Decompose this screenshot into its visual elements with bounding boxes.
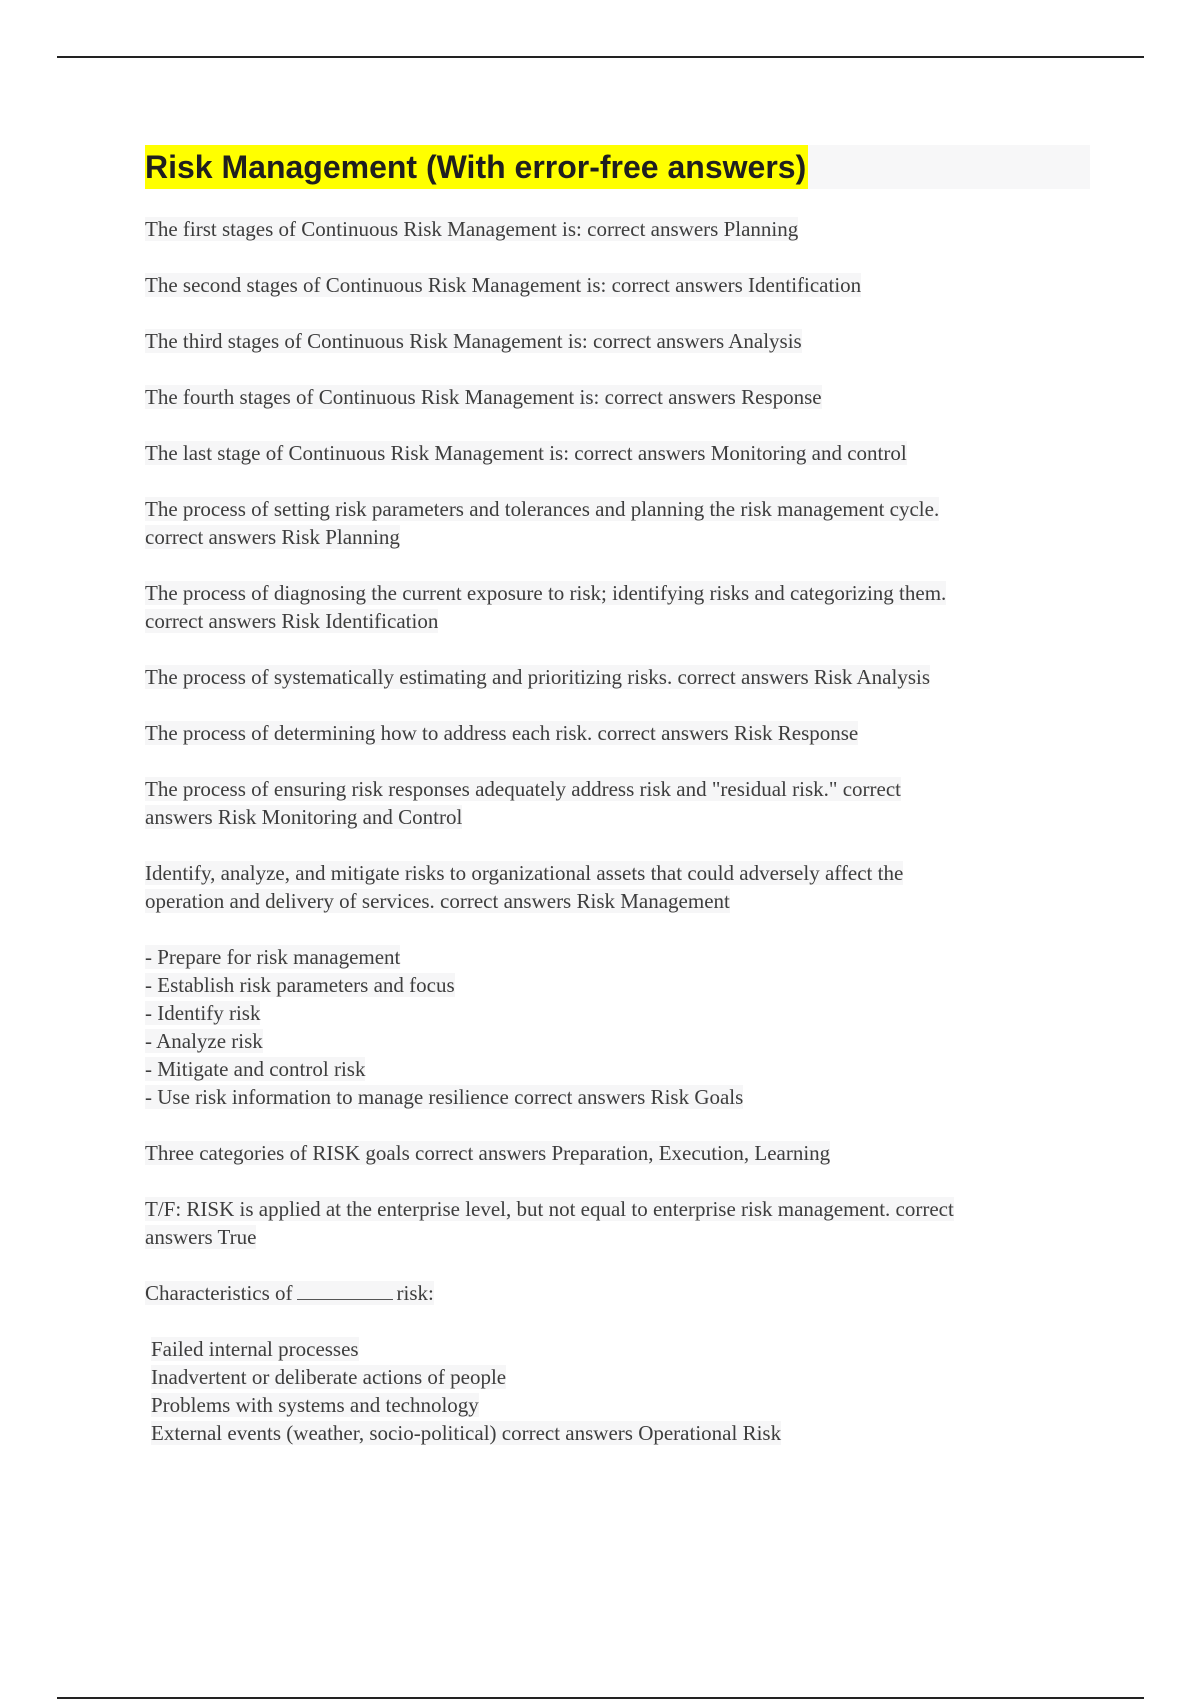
- answer-marker: correct answers: [604, 385, 736, 409]
- question-text: T/F: RISK is applied at the enterprise level, but not equal to enterprise risk management. correct: [145, 1197, 954, 1221]
- answer-text: Planning: [723, 217, 799, 241]
- answer-text: answers Risk Monitoring and Control: [145, 805, 463, 829]
- answer-marker: correct answers: [611, 273, 743, 297]
- question-text: The process of diagnosing the current exposure to risk; identifying risks and categorizing them.: [145, 581, 947, 605]
- answer-marker: correct answers: [587, 217, 719, 241]
- qa-item: [145, 495, 1090, 551]
- answer-text: Response: [741, 385, 822, 409]
- list-item: - Prepare for risk management: [145, 945, 401, 969]
- answer-text: Preparation, Execution, Learning: [551, 1141, 831, 1165]
- list-item: External events (weather, socio-political) correct answers Operational Risk: [151, 1421, 782, 1445]
- answer-marker: correct answers: [597, 721, 729, 745]
- answer-text: Risk Analysis: [813, 665, 931, 689]
- qa-item: [145, 271, 1090, 299]
- answer-text: Monitoring and control: [710, 441, 907, 465]
- answer-text: operation and delivery of services. correct answers Risk Management: [145, 889, 730, 913]
- answer-text: correct answers Risk Identification: [145, 609, 439, 633]
- answer-text: answers True: [145, 1225, 257, 1249]
- qa-item: [145, 327, 1090, 355]
- answer-marker: correct answers: [415, 1141, 547, 1165]
- title-band: [145, 145, 1090, 189]
- fill-in-blank: [297, 1281, 393, 1300]
- question-text: Three categories of RISK goals: [145, 1141, 410, 1165]
- characteristics-prompt: Characteristics of risk:: [145, 1281, 434, 1305]
- question-text: The first stages of Continuous Risk Management is:: [145, 217, 582, 241]
- answer-text: Risk Response: [733, 721, 859, 745]
- document-title: Risk Management (With error-free answers): [145, 145, 808, 189]
- qa-item: [145, 719, 1090, 747]
- qa-item: [145, 1139, 1090, 1167]
- top-rule: [57, 56, 1144, 58]
- list-item: - Mitigate and control risk: [145, 1057, 366, 1081]
- qa-item: [145, 579, 1090, 635]
- answer-text: Analysis: [728, 329, 802, 353]
- qa-item: [145, 859, 1090, 915]
- question-text: The process of setting risk parameters and tolerances and planning the risk management cycle.: [145, 497, 940, 521]
- bottom-rule: [57, 1697, 1144, 1699]
- answer-text: correct answers Risk Planning: [145, 525, 400, 549]
- list-item: - Analyze risk: [145, 1029, 263, 1053]
- answer-marker: correct answers: [592, 329, 725, 353]
- answer-marker: correct answers: [677, 665, 809, 689]
- qa-item: [145, 215, 1090, 243]
- list-item: Inadvertent or deliberate actions of people: [151, 1365, 507, 1389]
- qa-item: [145, 775, 1090, 831]
- qa-item: [145, 439, 1090, 467]
- qa-item: [145, 1195, 1090, 1251]
- question-text: The process of systematically estimating and prioritizing risks.: [145, 665, 673, 689]
- list-item: Problems with systems and technology: [151, 1393, 479, 1417]
- question-text: The process of ensuring risk responses adequately address risk and "residual risk." correct: [145, 777, 901, 801]
- question-text: The last stage of Continuous Risk Management is:: [145, 441, 570, 465]
- list-item: Failed internal processes: [151, 1337, 359, 1361]
- question-text: Identify, analyze, and mitigate risks to organizational assets that could adversely affect the: [145, 861, 904, 885]
- answer-text: Identification: [748, 273, 862, 297]
- document-body: [145, 145, 1090, 1475]
- list-item: - Identify risk: [145, 1001, 261, 1025]
- list-item: - Establish risk parameters and focus: [145, 973, 455, 997]
- question-text: The third stages of Continuous Risk Management is:: [145, 329, 588, 353]
- question-text: The process of determining how to address each risk.: [145, 721, 593, 745]
- qa-item: [145, 663, 1090, 691]
- risk-goals-list: [145, 943, 1090, 1111]
- answer-marker: correct answers: [574, 441, 706, 465]
- question-text: The fourth stages of Continuous Risk Management is:: [145, 385, 600, 409]
- list-item: - Use risk information to manage resilience correct answers Risk Goals: [145, 1085, 744, 1109]
- question-text: The second stages of Continuous Risk Management is:: [145, 273, 607, 297]
- operational-risk-list: [145, 1335, 1090, 1447]
- qa-item: [145, 383, 1090, 411]
